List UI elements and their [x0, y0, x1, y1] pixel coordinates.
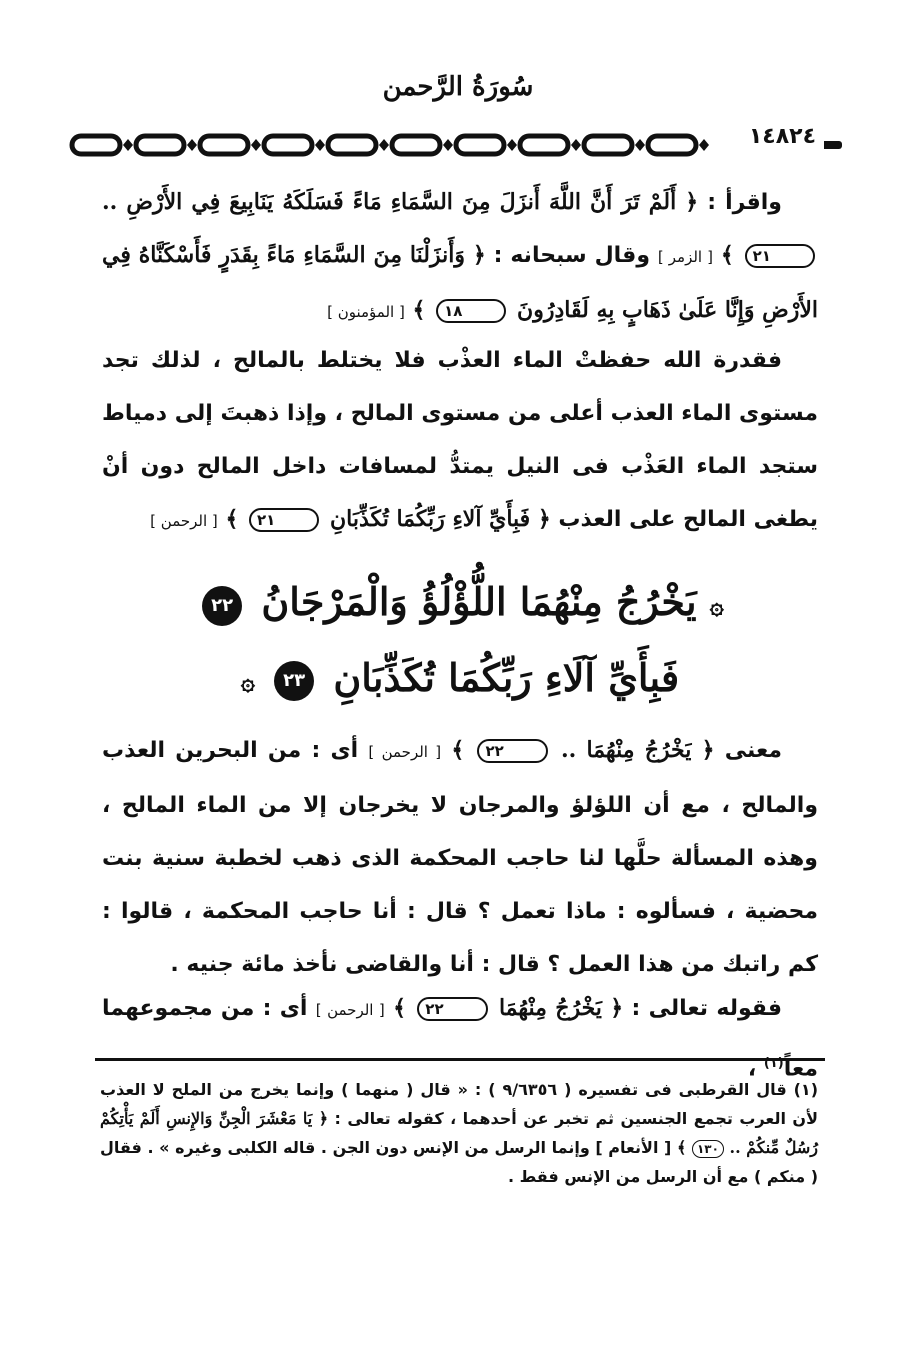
verse-number-badge: ٢٢ [202, 586, 242, 626]
intro-lead: واقرأ : [707, 190, 782, 215]
ornament-icon: ۞ [240, 666, 255, 695]
paragraph-fresh-water [102, 334, 818, 548]
footnote-verse: ﴿ يَا مَعْشَرَ الْجِنِّ وَالإِنسِ أَلَمْ يَأْتِكُمْ رُسُلٌ مِّنكُمْ .. [100, 1109, 819, 1157]
paragraph-lead: فقوله تعالى : [631, 996, 782, 1021]
sura-reference: [ الرحمن ] [368, 743, 442, 761]
verse-close-bracket: ﴾ [676, 1138, 687, 1157]
quran-verse-zumar: ﴿ أَلَمْ تَرَ أَنَّ اللَّهَ أَنزَلَ مِنَ السَّمَاءِ مَاءً فَسَلَكَهُ يَنَابِيعَ فِي الأَرْضِ .. [102, 189, 699, 215]
paragraph-text: أى : من مجموعهما معاً [102, 996, 818, 1082]
verse-line-22 [160, 566, 760, 642]
verse-line-23 [160, 642, 760, 718]
verse-close-bracket: ﴾ [412, 297, 426, 323]
verse-number-badge: ٢٣ [274, 661, 314, 701]
ayah-number: ١٣٠ [692, 1140, 724, 1158]
ayah-number: ١٨ [436, 299, 506, 323]
sura-title: سُورَةُ الرَّحمن [382, 72, 534, 102]
quran-verse: ﴿ فَبِأَيِّ آلاءِ رَبِّكُمَا تُكَذِّبَانِ [330, 506, 551, 532]
ayah-number: ٢٢ [477, 739, 547, 763]
paragraph-lead: معنى [724, 738, 782, 763]
header-ornament-bar [68, 128, 843, 162]
paragraph-meaning [102, 724, 818, 991]
sura-reference: [ الرحمن ] [315, 1001, 385, 1019]
verse-close-bracket: ﴾ [225, 506, 239, 532]
verse-close-bracket: ﴾ [720, 242, 734, 268]
footnote-marker[interactable]: (١) [763, 1056, 784, 1071]
ayah-number: ٢١ [249, 508, 319, 532]
quran-verse: ﴿ يَخْرُجُ مِنْهُمَا .. [560, 737, 715, 763]
intro-paragraph [102, 176, 818, 339]
quran-verse: ﴿ يَخْرُجُ مِنْهُمَا [498, 995, 624, 1021]
ayah-number: ٢٢ [417, 997, 487, 1021]
footnote-text: [ الأنعام ] وإنما الرسل من الإنس دون الجن . قاله الكلبى وغيره » . فقال ( منكم ) مع أن الرسل من الإنس فقط . [100, 1138, 818, 1186]
sura-reference: [ الرحمن ] [150, 512, 218, 530]
footnote [100, 1075, 818, 1191]
sura-reference: [ الزمر ] [657, 248, 713, 266]
ornament-icon: ۞ [709, 590, 724, 620]
connector-text: وقال سبحانه : [493, 243, 650, 268]
sura-reference: [ المؤمنون ] [327, 303, 405, 321]
verse-close-bracket: ﴾ [451, 737, 465, 763]
paragraph-tail: ، [747, 1056, 757, 1082]
footnote-divider [95, 1058, 825, 1061]
quran-verse-muminun: ﴿ وَأَنزَلْنَا مِنَ السَّمَاءِ مَاءً بِقَدَرٍ فَأَسْكَنَّاهُ فِي الأَرْضِ وَإِنَّا عَلَىٰ ذَهَابٍ بِهِ لَقَادِرُونَ [102, 242, 818, 323]
footnote-text: (١) قال القرطبى فى تفسيره ( ٩/٦٣٥٦ ) : « قال ( منهما ) وإنما يخرج من الملح لا العذب لأن العرب تجمع الجنسين ثم تخبر عن أحدهما ، كقوله تعالى : [100, 1080, 818, 1128]
verse-close-bracket: ﴾ [393, 995, 406, 1021]
paragraph-text: فقدرة الله حفظتْ الماء العذْب فلا يختلط بالمالح ، لذلك تجد مستوى الماء العذب أعلى من مستوى المالح ، وإذا ذهبتَ إلى دمياط ستجد الماء العَذْب فى النيل يمتدُّ لمسافات داخل المالح دون أنْ يطغى المالح على العذب [102, 348, 818, 532]
verse-text: فَبِأَيِّ آلَاءِ رَبِّكُمَا تُكَذِّبَانِ [333, 654, 680, 700]
paragraph-text: أى : من البحرين العذب والمالح ، مع أن اللؤلؤ والمرجان لا يخرجان إلا من الماء المالح ، وهذه المسألة حلَّها لنا حاجب المحكمة الذى ذهب لخطبة سنية بنت محضية ، فسألوه : ماذا تعمل ؟ قال : أنا حاجب المحكمة ، قالوا : كم راتبك من هذا العمل ؟ قال : أنا والقاضى نأخذ مائة جنيه . [102, 738, 818, 977]
page-number: ١٤٨٢٤ [741, 124, 824, 149]
chain-ornament [68, 128, 843, 162]
verse-text: يَخْرُجُ مِنْهُمَا اللُّؤْلُؤُ وَالْمَرْجَانُ [261, 579, 697, 624]
highlighted-verses [160, 566, 760, 717]
ayah-number: ٢١ [745, 244, 815, 268]
